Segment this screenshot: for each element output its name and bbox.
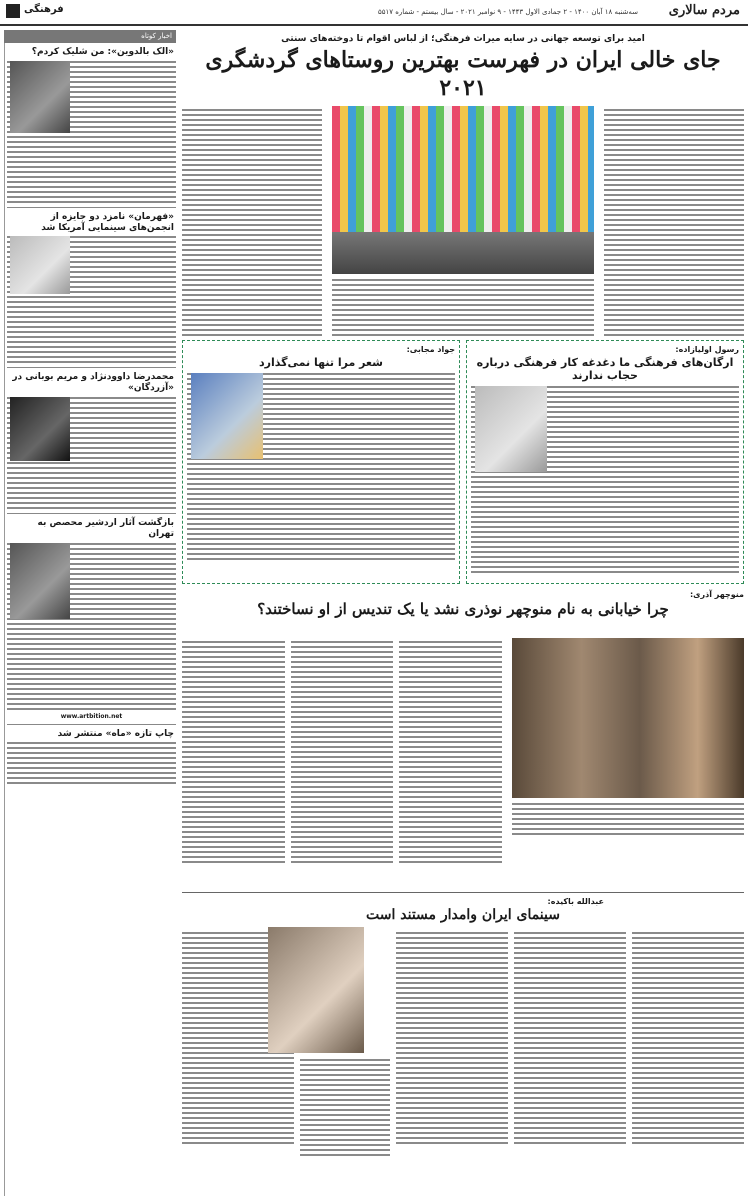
lead-kicker: امید برای توسعه جهانی در سایه میراث فرهنگی؛ از لباس اقوام تا دوخته‌های سنتی [281, 34, 645, 44]
article-nozari [182, 590, 744, 890]
sidebar-article [7, 47, 176, 203]
divider [7, 724, 176, 725]
sidebar-article-title: بازگشت آثار اردشیر محصص به تهران [37, 517, 174, 539]
article-photo-group [512, 638, 744, 798]
issue-info: سه‌شنبه ۱۸ آبان ۱۴۰۰ - ۲ جمادی الاول ۱۴۴۳ - ۹ نوامبر ۲۰۲۱ - سال بیستم - شماره ۵۵۱۷ [377, 8, 638, 16]
sidebar-news [4, 30, 176, 1196]
section-icon [6, 4, 20, 18]
box-mojabi [182, 340, 460, 584]
newspaper-logo: مردم سالاری [668, 3, 740, 18]
lead-headline: جای خالی ایران در فهرست بهترین روستاهای گردشگری ۲۰۲۱ [205, 47, 721, 101]
lead-body-left [182, 106, 322, 342]
sidebar-article-title: «فهرمان» نامزد دو جایزه از انجمن‌های سینمایی آمریکا شد [41, 211, 174, 233]
article-title: سینمای ایران وامدار مستند است [366, 907, 560, 923]
sidebar-article [7, 518, 176, 720]
sidebar-tag: اخبار کوتاه [4, 30, 176, 43]
article-body [182, 638, 502, 870]
sidebar-article-title: «الک بالدوین»: من شلیک کردم؟ [31, 47, 174, 57]
box-title: شعر مرا تنها نمی‌گذارد [259, 356, 383, 369]
article-bakideh [182, 892, 744, 1196]
lead-article [182, 106, 744, 346]
sidebar-article [7, 372, 176, 509]
lead-photo-traditional-costumes [332, 106, 594, 274]
lead-photo-caption [332, 276, 594, 339]
sidebar-article-title: چاپ تازه «ماه» منتشر شد [57, 728, 174, 739]
lead-body-right [604, 106, 744, 342]
article-title: چرا خیابانی به نام منوچهر نوذری نشد یا یک تندیس از او نساختند؟ [257, 600, 669, 618]
masthead [0, 0, 748, 26]
sidebar-article [7, 212, 176, 364]
divider [7, 207, 176, 208]
article-photo-caption [512, 800, 744, 838]
article-body [7, 742, 176, 784]
divider [7, 513, 176, 514]
box-photo [191, 373, 263, 459]
box-photo [475, 386, 547, 472]
box-author: جواد مجابی: [406, 345, 455, 354]
article-photo-portrait [268, 927, 364, 1053]
sidebar-photo [10, 61, 70, 133]
sidebar-article [7, 729, 176, 785]
divider [7, 367, 176, 368]
article-author: منوچهر آذری: [689, 590, 744, 599]
main-content [182, 30, 744, 1196]
box-author: رسول اولیازاده: [675, 345, 739, 354]
box-title: ارگان‌های فرهنگی ما دغدغه کار فرهنگی درباره حجاب ندارند [476, 356, 734, 382]
sidebar-article-title: محمدرضا داوودنژاد و مریم بوبانی در «آزردگان» [12, 372, 174, 394]
sidebar-photo [10, 236, 70, 294]
article-author: عبدالله باکیده: [547, 897, 604, 906]
interview-boxes [182, 340, 744, 584]
box-oliyazadeh [466, 340, 744, 584]
sidebar-photo [10, 543, 70, 619]
website-link[interactable]: www.artbition.net [60, 712, 123, 720]
article-body [182, 929, 744, 1159]
section-label: فرهنگی [24, 4, 64, 15]
sidebar-photo [10, 397, 70, 461]
